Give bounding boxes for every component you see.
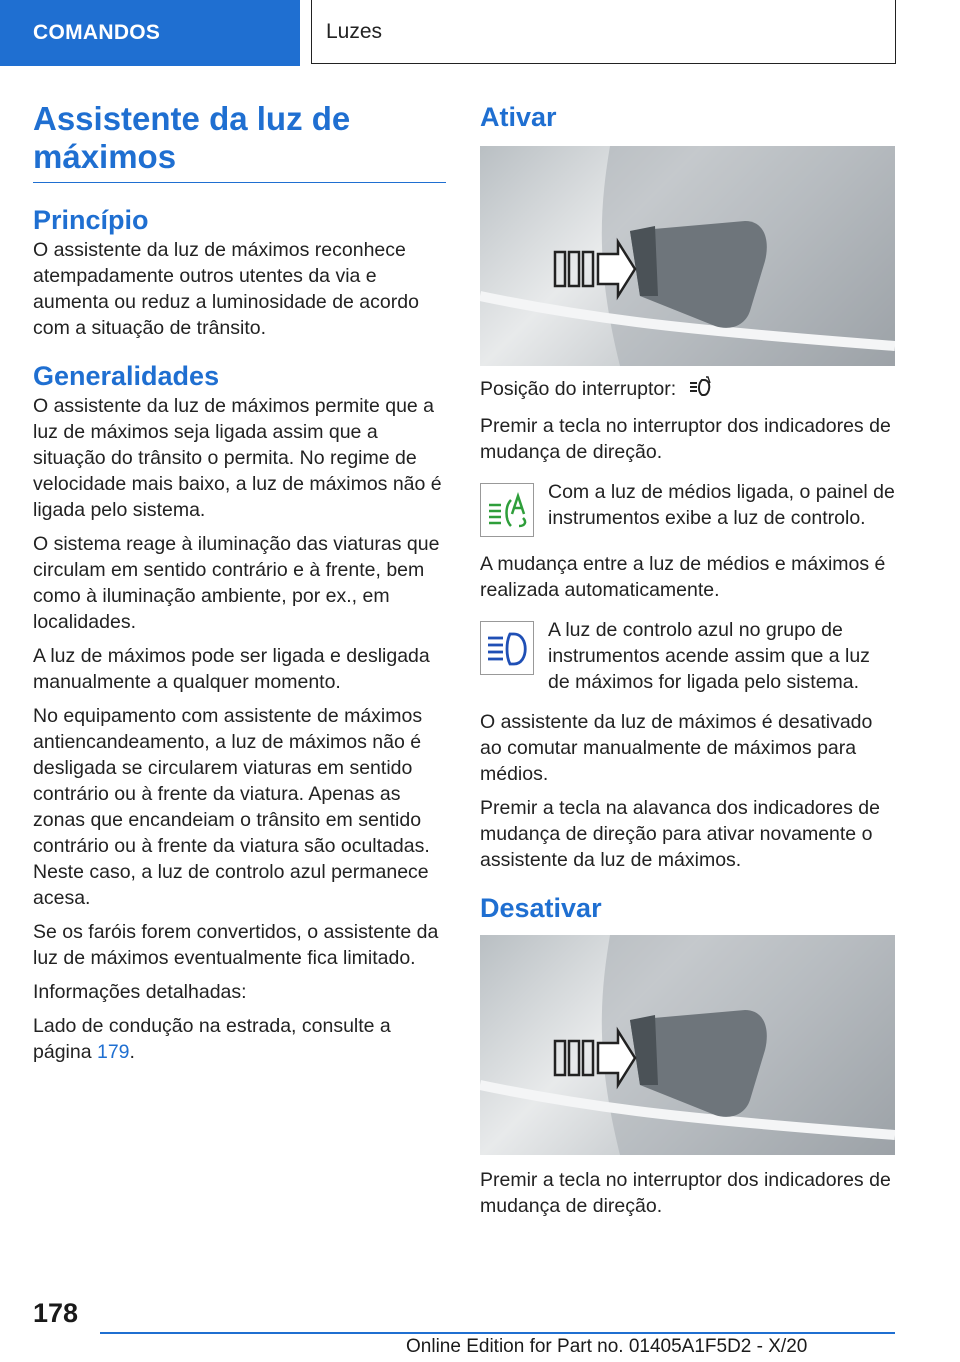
principle-heading: Princípio bbox=[33, 205, 149, 235]
auto-high-beam-icon bbox=[688, 376, 714, 405]
note-auto-high-beam bbox=[480, 479, 895, 537]
left-column bbox=[33, 100, 448, 1065]
switch-position-text bbox=[480, 376, 895, 405]
general-paragraph-4: No equipamento com assistente de máximos antiencandeamento, a luz de máximos não é desligada se circularem viaturas em sentido contrário ou à frente da viatura. Apenas as zonas que encandeiam o trânsito em sentido contrário ou à frente da viatura são ocultadas. Neste caso, a luz de controlo azul permanece acesa. bbox=[33, 705, 430, 909]
general-paragraph-1: O assistente da luz de máximos permite que a luz de máximos seja ligada assim que a situação do trânsito o permita. No regime de velocidade mais baixo, a luz de máximos não é ligada pelo sistema. bbox=[33, 395, 442, 521]
reference-suffix: . bbox=[129, 1041, 135, 1063]
section-tab: COMANDOS bbox=[0, 0, 300, 66]
general-paragraph-2: O sistema reage à iluminação das viaturas que circulam em sentido contrário e à frente, bem como à iluminação ambiente, por ex., em localidades. bbox=[33, 533, 440, 633]
general-heading: Generalidades bbox=[33, 361, 220, 391]
activate-paragraph-1: Premir a tecla no interruptor dos indicadores de mudança de direção. bbox=[480, 415, 891, 463]
switch-position-label: Posição do interruptor: bbox=[480, 378, 677, 400]
activate-paragraph-4: Premir a tecla na alavanca dos indicadores de mudança de direção para ativar novamente o assistente da luz de máximos. bbox=[480, 797, 880, 871]
activate-stalk-illustration bbox=[480, 146, 895, 366]
page-title: Assistente da luz de máximos bbox=[33, 100, 446, 183]
reference-text: Lado de condução na estrada, consulte a página bbox=[33, 1015, 391, 1063]
note-high-beam bbox=[480, 617, 895, 695]
page-number: 178 bbox=[33, 1298, 79, 1328]
auto-high-beam-green-icon bbox=[480, 483, 534, 537]
activate-paragraph-2: A mudança entre a luz de médios e máximos é realizada automaticamente. bbox=[480, 553, 886, 601]
deactivate-stalk-illustration bbox=[480, 935, 895, 1155]
right-column bbox=[480, 100, 895, 1219]
high-beam-blue-icon bbox=[480, 621, 534, 675]
page-reference-link[interactable]: 179 bbox=[96, 1041, 130, 1063]
general-paragraph-6: Informações detalhadas: bbox=[33, 981, 247, 1003]
activate-heading: Ativar bbox=[480, 102, 557, 132]
general-paragraph-7 bbox=[33, 1013, 448, 1065]
topic-tab: Luzes bbox=[311, 0, 896, 64]
footer-divider bbox=[100, 1332, 895, 1334]
principle-text: O assistente da luz de máximos reconhece atempadamente outros utentes da via e aumenta ou reduz a luminosidade de acordo com a situação de trânsito. bbox=[33, 239, 419, 339]
note-1-text: Com a luz de médios ligada, o painel de instrumentos exibe a luz de controlo. bbox=[548, 481, 895, 529]
deactivate-heading: Desativar bbox=[480, 893, 602, 923]
general-paragraph-3: A luz de máximos pode ser ligada e desligada manualmente a qualquer momento. bbox=[33, 645, 430, 693]
edition-footer: Online Edition for Part no. 01405A1F5D2 - X/20 bbox=[406, 1336, 808, 1357]
general-paragraph-5: Se os faróis forem convertidos, o assistente da luz de máximos eventualmente fica limitado. bbox=[33, 921, 439, 969]
note-2-text: A luz de controlo azul no grupo de instrumentos acende assim que a luz de máximos for ligada pelo sistema. bbox=[548, 619, 870, 693]
deactivate-paragraph-1: Premir a tecla no interruptor dos indicadores de mudança de direção. bbox=[480, 1169, 891, 1217]
activate-paragraph-3: O assistente da luz de máximos é desativado ao comutar manualmente de máximos para médios. bbox=[480, 711, 873, 785]
